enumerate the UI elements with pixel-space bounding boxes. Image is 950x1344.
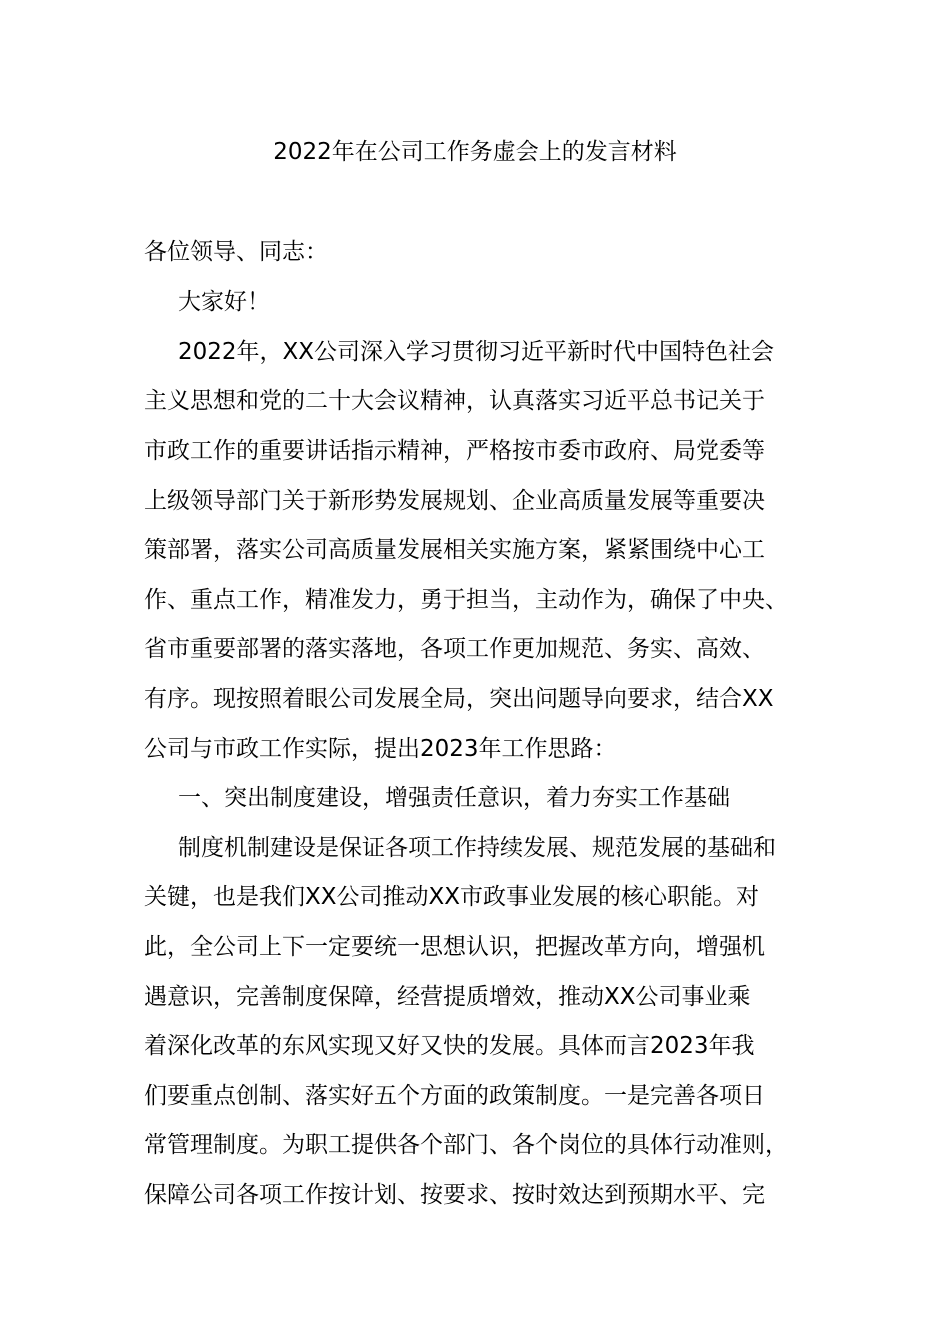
greeting: 大家好！ <box>178 289 270 315</box>
paragraph-line: 公司与市政工作实际，提出2023年工作思路： <box>144 736 617 762</box>
paragraph-line: 制度机制建设是保证各项工作持续发展、规范发展的基础和 <box>178 835 776 861</box>
paragraph-line: 市政工作的重要讲话指示精神，严格按市委市政府、局党委等 <box>144 438 765 464</box>
paragraph-line: 主义思想和党的二十大会议精神，认真落实习近平总书记关于 <box>144 388 765 414</box>
section-heading: 一、突出制度建设，增强责任意识，着力夯实工作基础 <box>178 785 730 811</box>
paragraph-line: 上级领导部门关于新形势发展规划、企业高质量发展等重要决 <box>144 488 765 514</box>
salutation: 各位领导、同志： <box>144 239 328 265</box>
paragraph-line: 着深化改革的东风实现又好又快的发展。具体而言2023年我 <box>144 1033 755 1059</box>
paragraph-line: 此，全公司上下一定要统一思想认识，把握改革方向，增强机 <box>144 934 765 960</box>
paragraph-line: 们要重点创制、落实好五个方面的政策制度。一是完善各项日 <box>144 1083 765 1109</box>
paragraph-line: 有序。现按照着眼公司发展全局，突出问题导向要求，结合XX <box>144 686 774 712</box>
paragraph-line: 2022年，XX公司深入学习贯彻习近平新时代中国特色社会 <box>178 339 775 365</box>
paragraph-line: 策部署，落实公司高质量发展相关实施方案，紧紧围绕中心工 <box>144 537 765 563</box>
paragraph-line: 作、重点工作，精准发力，勇于担当，主动作为，确保了中央、 <box>144 587 788 613</box>
paragraph-line: 省市重要部署的落实落地，各项工作更加规范、务实、高效、 <box>144 636 765 662</box>
paragraph-line: 常管理制度。为职工提供各个部门、各个岗位的具体行动准则， <box>144 1132 788 1158</box>
document-title: 2022年在公司工作务虚会上的发言材料 <box>273 139 677 165</box>
paragraph-line: 保障公司各项工作按计划、按要求、按时效达到预期水平、完 <box>144 1182 765 1208</box>
paragraph-line: 关键，也是我们XX公司推动XX市政事业发展的核心职能。对 <box>144 884 760 910</box>
paragraph-line: 遇意识，完善制度保障，经营提质增效，推动XX公司事业乘 <box>144 984 751 1010</box>
